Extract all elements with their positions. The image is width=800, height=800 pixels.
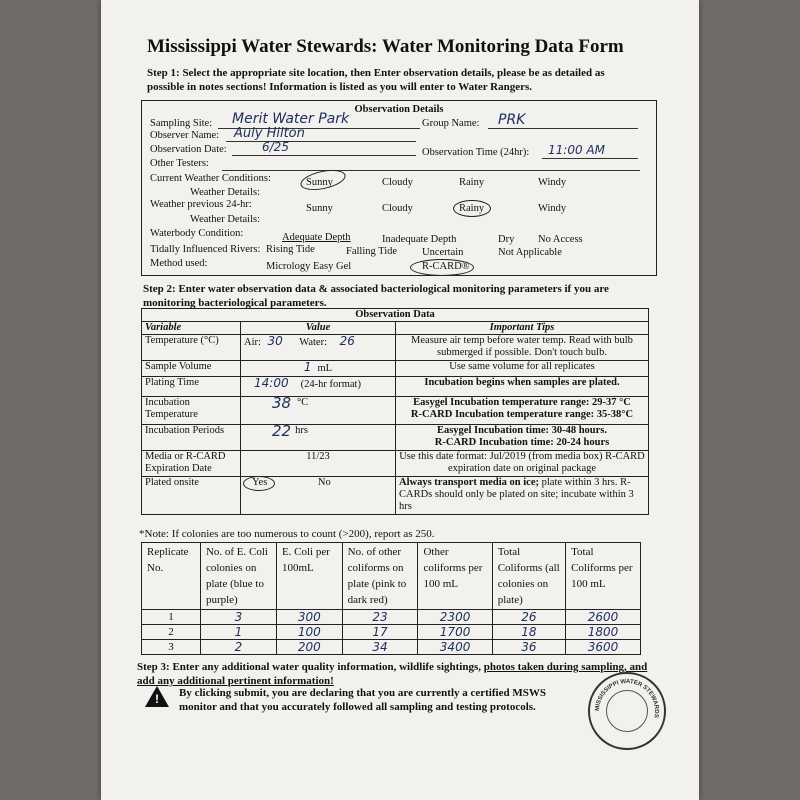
- replicate-cell[interactable]: 18: [492, 625, 565, 640]
- mississippi-water-stewards-seal: [588, 672, 666, 750]
- declaration-text: By clicking submit, you are declaring that you are currently a certified MSWS monitor and that you accurately followed all sampling and testing protocols.: [179, 687, 546, 713]
- replicate-cell[interactable]: 100: [276, 625, 342, 640]
- observation-date-value[interactable]: 6/25: [262, 140, 289, 154]
- plated-yes-option[interactable]: Yes: [252, 477, 268, 488]
- plating-time-value[interactable]: 14:00: [254, 376, 289, 390]
- observation-data-table: Observation Data Variable Value Important Tips Temperature (°C) Air: 30 Water: 26 Measure air temp before water temp. Read with bulb submerged if possible. Don't touch bulb. Sample Volume 1 mL Use same volume for all replicates Plating Time 14:00 (24-hr format) Incubation begins when samples are plated. Incubation Temperature 38 °C Easygel Incubation temperature range: 29-37 °C R-CARD Incubation temperature range: 35-38°C Incubation Periods 22 hrs Easygel Incubation time: 30-48 hours. R-CARD Incubation time: 20-24 hours Media or R-CARD Expiration Date 11/23 Use this date format: Jul/2019 (from media box) R-CARD expiration date on original package Plated onsite Yes No Always transport media on ice; plate within 3 hrs. R-CARDs should only be plated on site; incubate within 3 hrs: [141, 308, 649, 515]
- form-title: Mississippi Water Stewards: Water Monitoring Data Form: [147, 36, 624, 57]
- step3-instructions: Step 3: Enter any additional water quality information, wildlife sightings, photos taken during sampling, and add any additional pertinent information!: [137, 661, 648, 687]
- incubation-temp-value[interactable]: 38: [272, 394, 292, 412]
- replicate-cell[interactable]: 2: [200, 640, 276, 655]
- sampling-site-value[interactable]: Merit Water Park: [232, 111, 350, 127]
- replicate-cell[interactable]: 36: [492, 640, 565, 655]
- replicate-col-header: No. of E. Coli colonies on plate (blue to purple): [200, 543, 276, 610]
- waterbody-adequate-depth[interactable]: Adequate Depth: [282, 232, 351, 243]
- prev-weather-rainy-circle: [453, 200, 491, 217]
- sample-volume-label: Sample Volume: [142, 361, 241, 377]
- replicate-row: [142, 640, 641, 655]
- replicate-cell[interactable]: 1700: [418, 625, 492, 640]
- replicate-cell[interactable]: 2300: [418, 610, 492, 625]
- replicate-number: 3: [142, 640, 201, 655]
- temperature-tip: Measure air temp before water temp. Read with bulb submerged if possible. Don't touch bulb.: [396, 335, 649, 361]
- replicate-cell[interactable]: 200: [276, 640, 342, 655]
- tidal-rising[interactable]: Rising Tide: [266, 244, 315, 255]
- incubation-period-label: Incubation Periods: [142, 425, 241, 451]
- colony-note: *Note: If colonies are too numerous to count (>200), report as 250.: [139, 528, 435, 540]
- replicate-col-header: Total Coliforms (all colonies on plate): [492, 543, 565, 610]
- waterbody-inadequate-depth[interactable]: Inadequate Depth: [382, 234, 457, 245]
- temperature-value: Air: 30 Water: 26: [241, 335, 396, 361]
- replicate-cell[interactable]: 1800: [566, 625, 641, 640]
- replicate-cell[interactable]: 2600: [566, 610, 641, 625]
- replicate-row: [142, 610, 641, 625]
- sampling-site-label: Sampling Site:: [150, 118, 213, 129]
- replicate-cell[interactable]: 1: [200, 625, 276, 640]
- weather-details-label: Weather Details:: [190, 187, 260, 198]
- incubation-temp-label: Incubation Temperature: [142, 397, 241, 425]
- replicate-cell[interactable]: 3400: [418, 640, 492, 655]
- replicate-table: [141, 542, 641, 655]
- sample-volume-tip: Use same volume for all replicates: [396, 361, 649, 377]
- temperature-label: Temperature (°C): [142, 335, 241, 361]
- method-rcard[interactable]: R-CARD®: [422, 261, 470, 272]
- plating-time-tip: Incubation begins when samples are plated.: [396, 377, 649, 397]
- replicate-col-header: Other coliforms per 100 mL: [418, 543, 492, 610]
- air-temp-value[interactable]: 30: [267, 334, 283, 348]
- col-value: Value: [241, 322, 396, 335]
- media-expiration-label: Media or R-CARD Expiration Date: [142, 451, 241, 477]
- method-label: Method used:: [150, 258, 208, 269]
- other-testers-label: Other Testers:: [150, 158, 209, 169]
- step1-instructions: Step 1: Select the appropriate site location, then Enter observation details, please be as detailed as possible in notes sections! Information is listed as you will enter to Water Rangers.: [147, 67, 605, 93]
- incubation-temp-tip: Easygel Incubation temperature range: 29-37 °C R-CARD Incubation temperature range: 35-38°C: [396, 397, 649, 425]
- waterbody-condition-label: Waterbody Condition:: [150, 228, 244, 239]
- waterbody-dry[interactable]: Dry: [498, 234, 515, 245]
- seal-ring-text: [590, 674, 664, 748]
- replicate-cell[interactable]: 300: [276, 610, 342, 625]
- weather-previous-label: Weather previous 24-hr:: [150, 199, 252, 210]
- replicate-col-header: No. of other coliforms on plate (pink to dark red): [342, 543, 418, 610]
- incubation-period-tip: Easygel Incubation time: 30-48 hours. R-CARD Incubation time: 20-24 hours: [396, 425, 649, 451]
- sample-volume-value[interactable]: 1: [303, 360, 312, 374]
- plated-onsite-label: Plated onsite: [142, 477, 241, 515]
- observation-data-header: Observation Data: [142, 309, 649, 322]
- tidal-uncertain[interactable]: Uncertain: [422, 247, 464, 258]
- observer-name-label: Observer Name:: [150, 130, 220, 141]
- observation-time-label: Observation Time (24hr):: [422, 147, 530, 158]
- plating-time-label: Plating Time: [142, 377, 241, 397]
- warning-icon-mark: !: [155, 692, 159, 706]
- form-page: [101, 0, 699, 800]
- prev-weather-windy[interactable]: Windy: [538, 203, 567, 214]
- observation-details-header: Observation Details: [354, 104, 444, 115]
- col-variable: Variable: [142, 322, 241, 335]
- tidal-label: Tidally Influenced Rivers:: [150, 244, 261, 255]
- prev-weather-cloudy[interactable]: Cloudy: [382, 203, 413, 214]
- observation-date-label: Observation Date:: [150, 144, 227, 155]
- weather-cloudy[interactable]: Cloudy: [382, 177, 413, 188]
- replicate-header-row: [142, 543, 641, 610]
- weather-windy[interactable]: Windy: [538, 177, 567, 188]
- replicate-col-header: Total Coliforms per 100 mL: [566, 543, 641, 610]
- observation-time-value[interactable]: 11:00 AM: [548, 143, 605, 157]
- replicate-number: 1: [142, 610, 201, 625]
- media-expiration-value[interactable]: 11/23: [241, 451, 396, 477]
- group-name-value[interactable]: PRK: [498, 112, 526, 128]
- prev-weather-sunny[interactable]: Sunny: [306, 203, 333, 214]
- replicate-col-header: Replicate No.: [142, 543, 201, 610]
- method-easy-gel[interactable]: Micrology Easy Gel: [266, 261, 352, 272]
- current-weather-label: Current Weather Conditions:: [150, 173, 271, 184]
- media-expiration-tip: Use this date format: Jul/2019 (from media box) R-CARD expiration date on original package: [396, 451, 649, 477]
- replicate-cell[interactable]: 3: [200, 610, 276, 625]
- replicate-cell[interactable]: 17: [342, 625, 418, 640]
- observation-details-box: [141, 100, 657, 276]
- replicate-col-header: E. Coli per 100mL: [276, 543, 342, 610]
- col-tips: Important Tips: [396, 322, 649, 335]
- replicate-cell[interactable]: 34: [342, 640, 418, 655]
- plated-onsite-tip: Always transport media on ice; plate within 3 hrs. R-CARDs should only be plated on site; incubate within 3 hrs: [396, 477, 649, 515]
- replicate-number: 2: [142, 625, 201, 640]
- plated-no-option[interactable]: No: [317, 477, 331, 488]
- replicate-cell[interactable]: 23: [342, 610, 418, 625]
- method-rcard-circle: [410, 259, 474, 276]
- prev-weather-details-label: Weather Details:: [190, 214, 260, 225]
- incubation-period-value[interactable]: 22: [272, 422, 292, 440]
- svg-text:MISSISSIPPI WATER STEWARDS: MISSISSIPPI WATER STEWARDS: [594, 678, 660, 719]
- prev-weather-rainy[interactable]: Rainy: [459, 203, 485, 214]
- waterbody-no-access[interactable]: No Access: [538, 234, 583, 245]
- replicate-cell[interactable]: 26: [492, 610, 565, 625]
- replicate-row: [142, 625, 641, 640]
- weather-sunny[interactable]: Sunny: [306, 177, 333, 188]
- step2-instructions: Step 2: Enter water observation data & associated bacteriological monitoring parameters if you are monitoring bacteriological parameters.: [143, 283, 609, 309]
- weather-rainy[interactable]: Rainy: [459, 177, 485, 188]
- replicate-cell[interactable]: 3600: [566, 640, 641, 655]
- tidal-falling[interactable]: Falling Tide: [346, 246, 398, 257]
- tidal-not-applicable[interactable]: Not Applicable: [498, 247, 562, 258]
- plated-yes-circle: [243, 476, 275, 491]
- group-name-label: Group Name:: [422, 118, 480, 129]
- observer-name-value[interactable]: Auly Hilton: [234, 126, 305, 141]
- water-temp-value[interactable]: 26: [339, 334, 355, 348]
